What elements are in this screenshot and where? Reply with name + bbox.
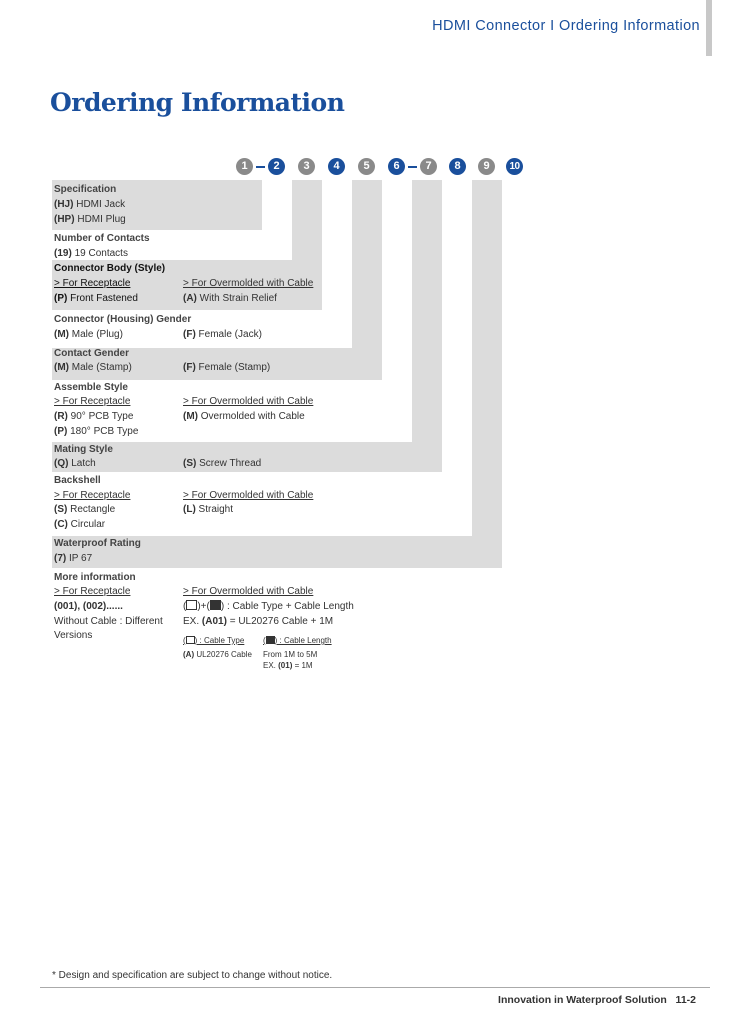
assemble-receptacle-heading: > For Receptacle [54, 396, 131, 407]
contact-gender-male: (M) Male (Stamp) [54, 362, 132, 373]
housing-gender-title: Connector (Housing) Gender [54, 314, 192, 325]
cable-length-legend: ( ) : Cable Length [263, 636, 332, 645]
specification-hp: (HP) HDMI Plug [54, 214, 126, 225]
more-info-without-cable: Without Cable : Different [54, 616, 163, 627]
more-info-codes: (001), (002)...... [54, 601, 123, 612]
cable-type-legend: ( ) : Cable Type [183, 636, 245, 645]
footnote: * Design and specification are subject to change without notice. [52, 970, 333, 981]
page-title: Ordering Information [50, 88, 345, 117]
backshell-overmolded-heading: > For Overmolded with Cable [183, 490, 314, 501]
assemble-style-title: Assemble Style [54, 382, 128, 393]
position-3-marker: 3 [298, 158, 315, 175]
position-8-marker: 8 [449, 158, 466, 175]
header-accent-bar [706, 0, 712, 56]
position-6-marker: 6 [388, 158, 405, 175]
cable-type-box-icon [186, 600, 197, 610]
assemble-overmolded-heading: > For Overmolded with Cable [183, 396, 314, 407]
body-style-title: Connector Body (Style) [54, 263, 166, 274]
contact-gender-female: (F) Female (Stamp) [183, 362, 271, 373]
position-dash [256, 166, 265, 168]
more-info-title: More information [54, 572, 136, 583]
more-info-formula: ( )+( ) : Cable Type + Cable Length [183, 601, 354, 612]
housing-gender-female: (F) Female (Jack) [183, 329, 262, 340]
body-style-receptacle-option: (P) Front Fastened [54, 293, 138, 304]
assemble-overmolded-option: (M) Overmolded with Cable [183, 411, 305, 422]
mating-latch: (Q) Latch [54, 458, 96, 469]
cable-type-small-box-icon [186, 636, 195, 644]
more-info-versions: Versions [54, 630, 93, 641]
position-9-marker: 9 [478, 158, 495, 175]
body-style-overmolded-option: (A) With Strain Relief [183, 293, 277, 304]
footer-divider [40, 987, 710, 988]
body-style-receptacle-heading: > For Receptacle [54, 278, 131, 289]
specification-title: Specification [54, 184, 117, 195]
panel-contacts-column [292, 180, 322, 260]
cable-type-value: (A) UL20276 Cable [183, 650, 252, 659]
position-1-marker: 1 [236, 158, 253, 175]
cable-length-example: EX. (01) = 1M [263, 661, 313, 670]
cable-length-range: From 1M to 5M [263, 650, 318, 659]
body-style-overmolded-heading: > For Overmolded with Cable [183, 278, 314, 289]
header-title: HDMI Connector I Ordering Information [432, 18, 700, 34]
assemble-option-180: (P) 180° PCB Type [54, 426, 139, 437]
more-info-receptacle-heading: > For Receptacle [54, 586, 131, 597]
position-5-marker: 5 [358, 158, 375, 175]
mating-style-title: Mating Style [54, 444, 113, 455]
panel-assemble-column [412, 180, 442, 442]
waterproof-option: (7) IP 67 [54, 553, 93, 564]
position-2-marker: 2 [268, 158, 285, 175]
backshell-straight: (L) Straight [183, 504, 234, 515]
contacts-title: Number of Contacts [54, 233, 150, 244]
mating-screw: (S) Screw Thread [183, 458, 262, 469]
cable-length-small-box-icon [266, 636, 275, 644]
contacts-option: (19) 19 Contacts [54, 248, 128, 259]
contact-gender-title: Contact Gender [54, 348, 130, 359]
housing-gender-male: (M) Male (Plug) [54, 329, 123, 340]
backshell-title: Backshell [54, 475, 101, 486]
position-7-marker: 7 [420, 158, 437, 175]
panel-backshell-column [472, 180, 502, 536]
cable-length-box-icon [210, 600, 221, 610]
position-dash [408, 166, 417, 168]
backshell-receptacle-heading: > For Receptacle [54, 490, 131, 501]
backshell-circular: (C) Circular [54, 519, 106, 530]
more-info-overmolded-heading: > For Overmolded with Cable [183, 586, 314, 597]
position-10-marker: 10 [506, 158, 523, 175]
footer-text: Innovation in Waterproof Solution 11-2 [498, 994, 696, 1006]
specification-hj: (HJ) HDMI Jack [54, 199, 126, 210]
backshell-rectangle: (S) Rectangle [54, 504, 116, 515]
waterproof-title: Waterproof Rating [54, 538, 141, 549]
position-4-marker: 4 [328, 158, 345, 175]
more-info-example: EX. (A01) = UL20276 Cable + 1M [183, 616, 334, 627]
assemble-option-90: (R) 90° PCB Type [54, 411, 134, 422]
panel-housing-column [352, 180, 382, 348]
